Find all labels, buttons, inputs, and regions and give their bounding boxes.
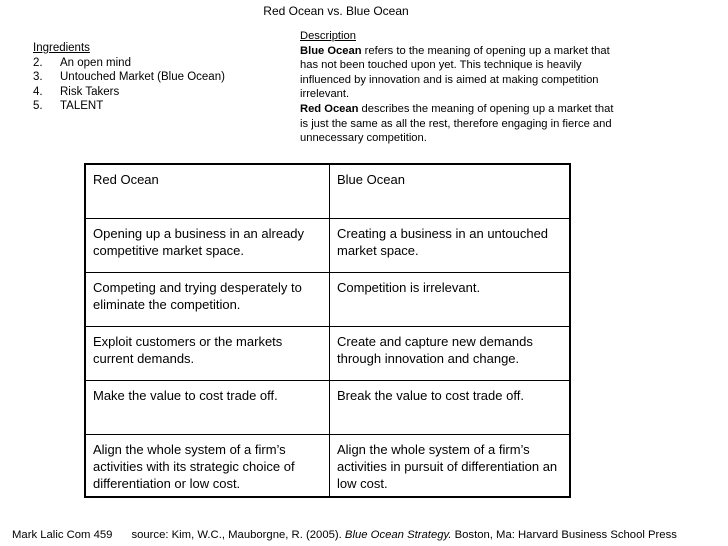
table-row [85,327,570,381]
list-item [33,70,225,85]
list-item-number: 4. [33,85,43,98]
list-item-text: Untouched Market (Blue Ocean) [60,71,225,83]
list-item-text: An open mind [60,56,131,69]
table-header-row [85,164,570,219]
list-item [33,56,225,71]
table-row [85,381,570,435]
footer-source-suffix: Boston, Ma: Harvard Business School Press [451,529,677,541]
red-ocean-cell: Make the value to cost trade off. [85,381,330,435]
blue-ocean-cell: Break the value to cost trade off. [330,381,571,435]
blue-ocean-definition [300,44,622,102]
red-ocean-text: describes the meaning of opening up a market that is just the same as all the rest, therefore engaging in fierce and unnecessary competition. [300,102,614,145]
red-ocean-term: Red Ocean [300,102,359,115]
comparison-table [84,163,571,498]
blue-ocean-cell: Creating a business in an untouched market space. [330,219,571,273]
header-red-ocean: Red Ocean [85,164,330,219]
header-blue-ocean: Blue Ocean [330,164,571,219]
footer-author: Mark Lalic Com 459 [12,529,113,541]
red-ocean-cell: Opening up a business in an already competitive market space. [85,219,330,273]
table-row [85,273,570,327]
blue-ocean-cell: Competition is irrelevant. [330,273,571,327]
list-item-number: 3. [33,71,43,83]
red-ocean-definition [300,102,622,146]
footer-book-title: Blue Ocean Strategy. [344,529,452,541]
page-title: Red Ocean vs. Blue Ocean [263,4,409,18]
footer-source-prefix: source: Kim, W.C., Mauborgne, R. (2005). [131,529,345,541]
ingredients-heading: Ingredients [33,42,90,54]
blue-ocean-cell: Create and capture new demands through innovation and change. [330,327,571,381]
red-ocean-cell: Exploit customers or the markets current demands. [85,327,330,381]
red-ocean-cell: Align the whole system of a firm’s activities with its strategic choice of differentiation or low cost. [85,435,330,498]
blue-ocean-cell: Align the whole system of a firm’s activities in pursuit of differentiation an low cost. [330,435,571,498]
description-block [300,29,622,146]
footer [12,529,677,541]
list-item-number: 2. [33,56,43,69]
list-item [33,99,225,114]
blue-ocean-text: refers to the meaning of opening up a market that has not been touched upon yet. This technique is heavily influenced by innovation and is aimed at making competition irrelevant. [300,44,610,101]
blue-ocean-term: Blue Ocean [300,44,362,57]
list-item-text: TALENT [60,100,104,112]
list-item [33,85,225,100]
description-heading: Description [300,30,356,42]
table-row [85,219,570,273]
table-row [85,435,570,498]
ingredients-list [33,41,225,114]
red-ocean-cell: Competing and trying desperately to eliminate the competition. [85,273,330,327]
list-item-text: Risk Takers [60,85,120,98]
list-item-number: 5. [33,100,43,112]
